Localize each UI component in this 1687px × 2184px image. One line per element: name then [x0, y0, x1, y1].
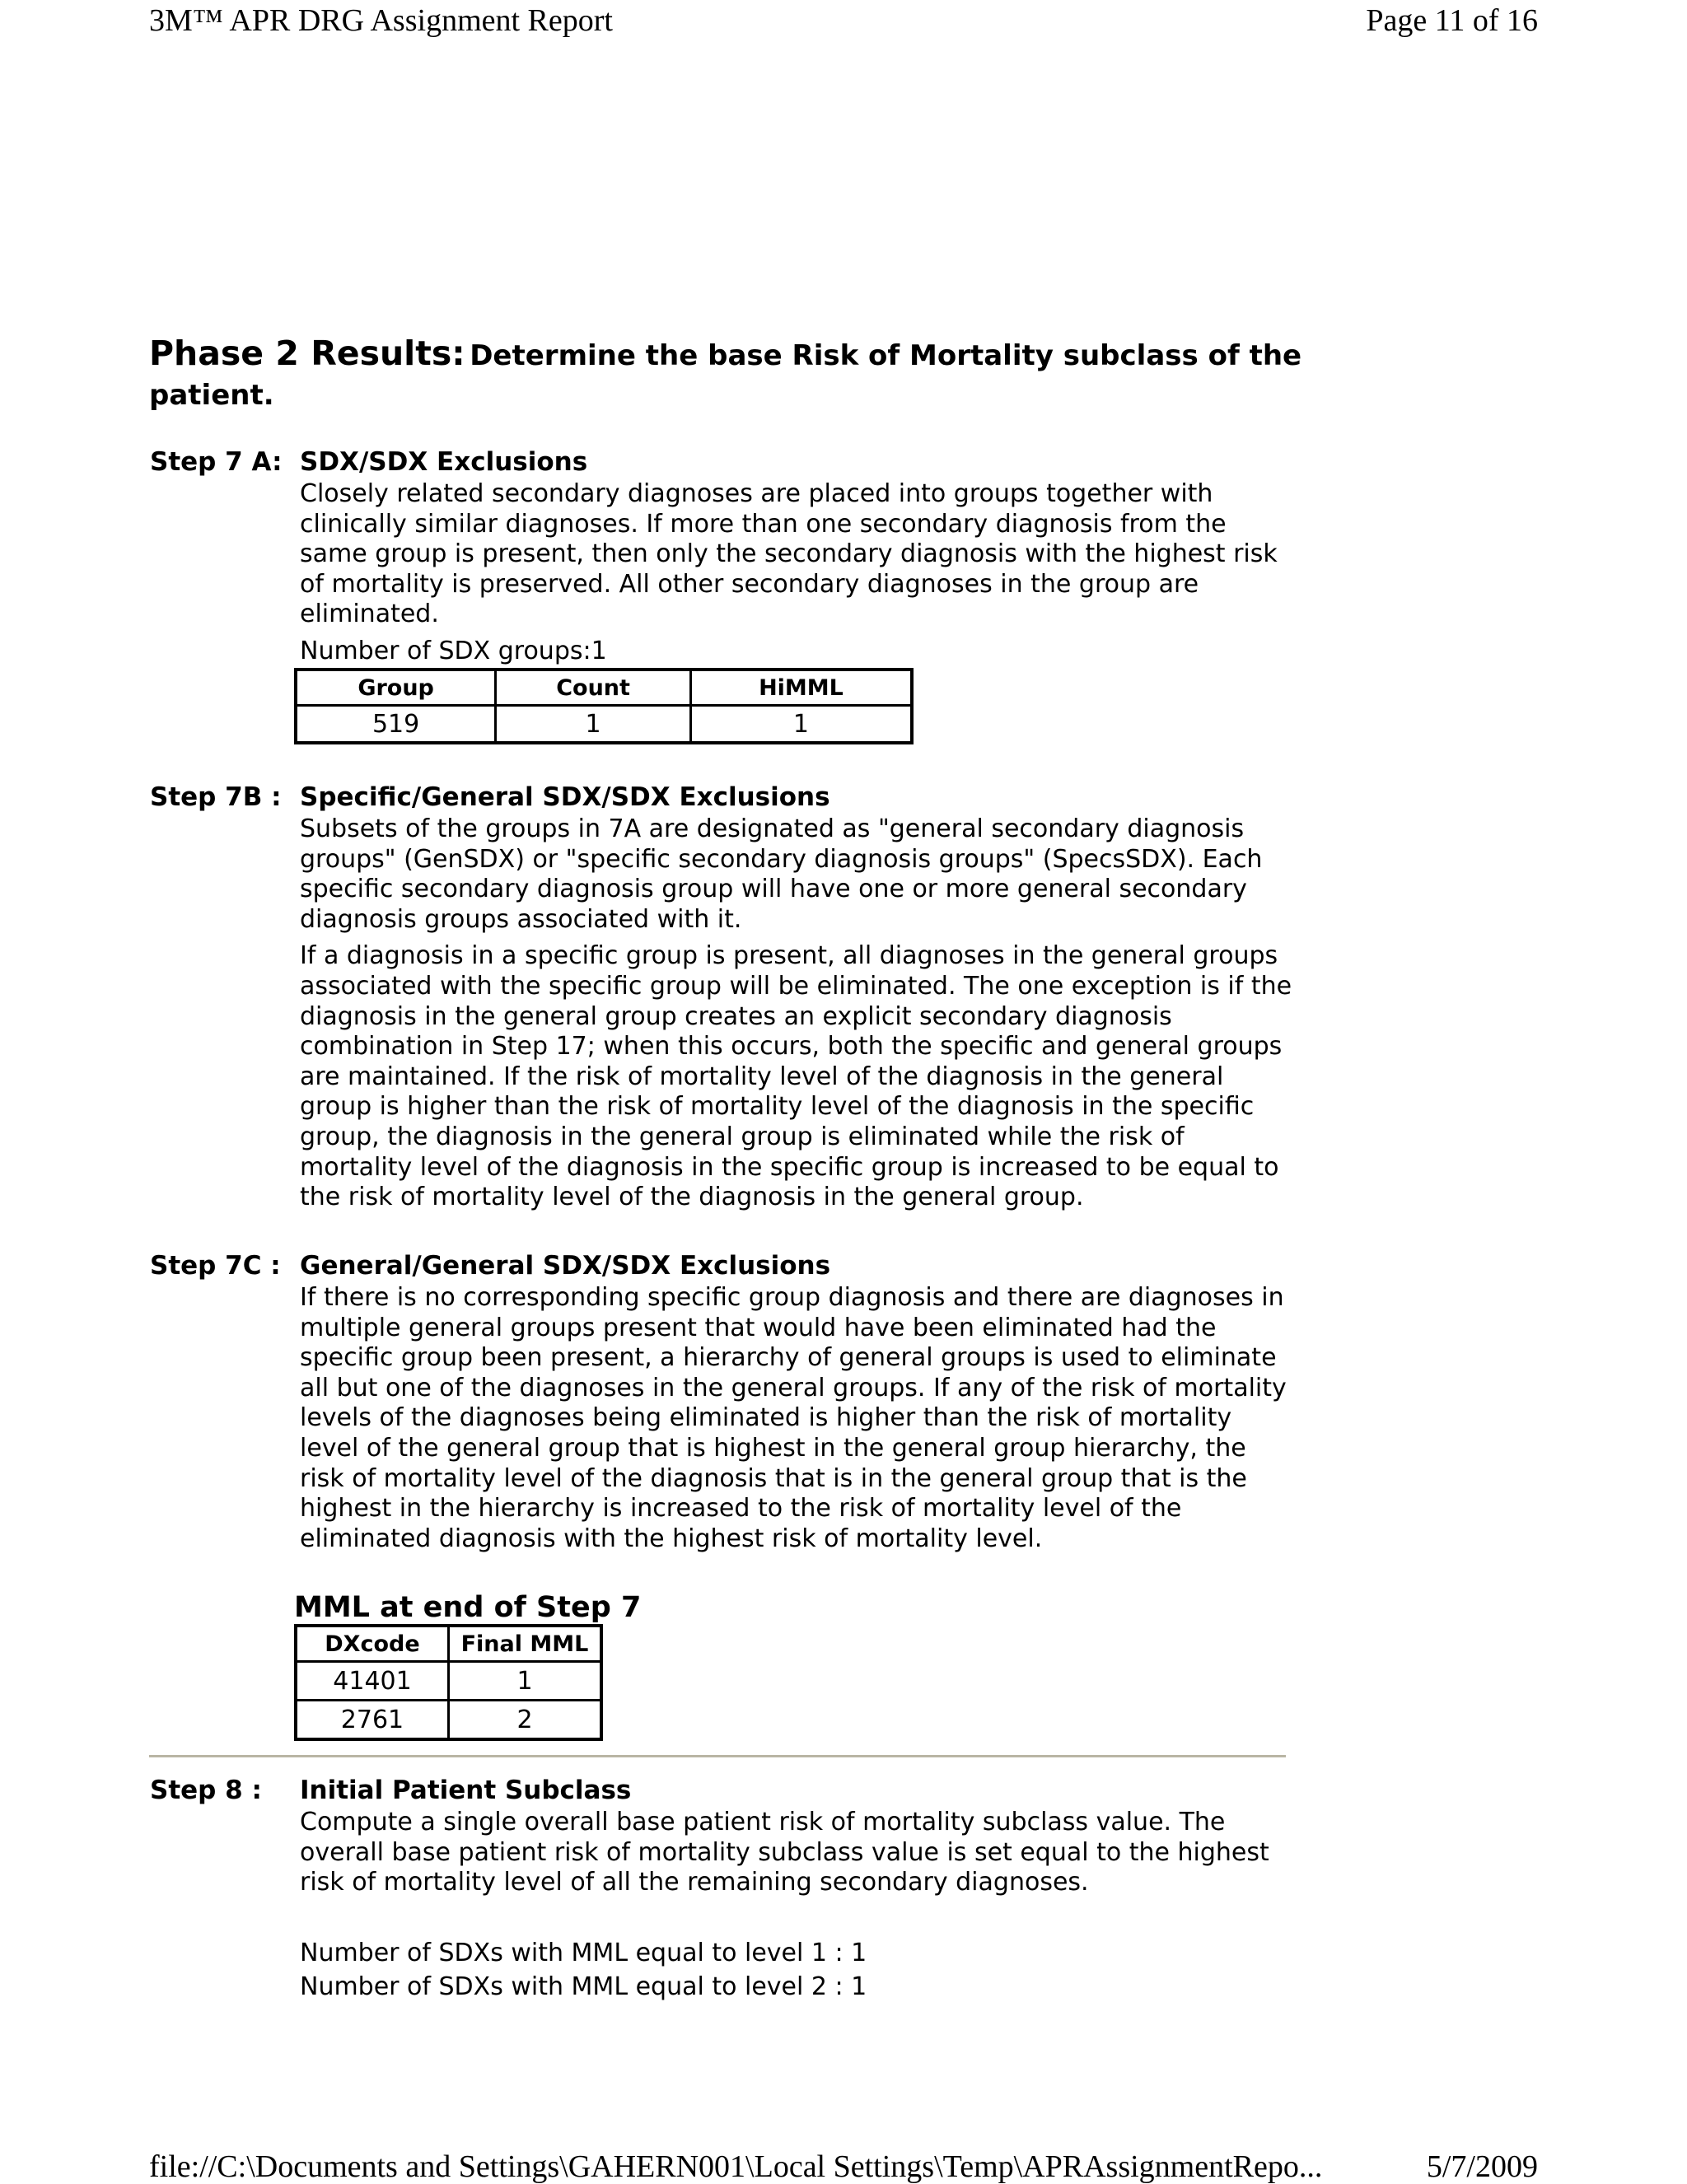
- cell-final-mml: 2: [448, 1701, 601, 1740]
- cell-dxcode: 2761: [296, 1701, 448, 1740]
- step-7c-block: [300, 1250, 1292, 1561]
- step-8-label: Step 8 :: [150, 1776, 262, 1805]
- step-7c-heading: General/General SDX/SDX Exclusions: [300, 1251, 831, 1281]
- step-7a-label: Step 7 A:: [150, 447, 283, 477]
- step-7c-description: If there is no corresponding specific group diagnosis and there are diagnoses in multiple general groups present that would have been eliminated had the specific group been present, a hierarchy of general groups is used to eliminate all but one of the diagnoses in the general groups. If any of the risk of mortality levels of the diagnoses being eliminated is higher than the risk of mortality level of the general group that is highest in the general group hierarchy, the risk of mortality level of the diagnosis that is in the general group that is the highest in the hierarchy is increased to the risk of mortality level of the eliminated diagnosis with the highest risk of mortality level.: [300, 1283, 1287, 1553]
- step-7b-label: Step 7B :: [150, 782, 282, 812]
- column-header-group: Group: [296, 670, 496, 706]
- cell-final-mml: 1: [448, 1662, 601, 1701]
- table-header-row: [296, 1626, 601, 1662]
- mml-table: [294, 1624, 603, 1741]
- step-7c-label: Step 7C :: [150, 1251, 281, 1281]
- mml-table-title: MML at end of Step 7: [294, 1591, 642, 1624]
- cell-dxcode: 41401: [296, 1662, 448, 1701]
- step-7b-description-2: If a diagnosis in a specific group is present, all diagnoses in the general groups associated with the specific group will be eliminated. The one exception is if the diagnosis in the general group creates an explicit secondary diagnosis combination in Step 17; when this occurs, both the specific and general groups are maintained. If the risk of mortality level of the diagnosis in the general group is higher than the risk of mortality level of the diagnosis in the specific group, the diagnosis in the general group is eliminated while the risk of mortality level of the diagnosis in the specific group is increased to be equal to the risk of mortality level of the diagnosis in the general group.: [300, 941, 1292, 1212]
- table-row: [296, 1662, 601, 1701]
- sdx-level-1-count: Number of SDXs with MML equal to level 1 : 1: [300, 1939, 867, 1967]
- phase-title-rest: Determine the base Risk of Mortality subclass of the patient.: [149, 339, 1302, 412]
- column-header-himml: HiMML: [690, 670, 912, 706]
- step-8-heading: Initial Patient Subclass: [300, 1776, 632, 1805]
- report-title: 3M™ APR DRG Assignment Report: [149, 3, 613, 38]
- sdx-groups-table: [294, 668, 914, 744]
- sdx-groups-count: Number of SDX groups:1: [300, 637, 607, 665]
- step-7b-block: [300, 782, 1292, 1220]
- page-number: Page 11 of 16: [1366, 3, 1538, 38]
- phase-title: [149, 336, 1302, 418]
- table-row: [296, 1701, 601, 1740]
- cell-group: 519: [296, 706, 496, 744]
- phase-title-bold: Phase 2 Results:: [149, 334, 465, 373]
- section-divider: [149, 1755, 1286, 1757]
- step-7a-heading: SDX/SDX Exclusions: [300, 447, 588, 477]
- column-header-count: Count: [496, 670, 691, 706]
- print-date: 5/7/2009: [1426, 2149, 1538, 2184]
- step-7a-block: [300, 446, 1292, 637]
- step-8-description: Compute a single overall base patient risk of mortality subclass value. The overall base patient risk of mortality subclass value is set equal to the highest risk of mortality level of all the remaining secondary diagnoses.: [300, 1808, 1269, 1897]
- table-row: [296, 706, 912, 744]
- column-header-dxcode: DXcode: [296, 1626, 448, 1662]
- cell-count: 1: [496, 706, 691, 744]
- column-header-final-mml: Final MML: [448, 1626, 601, 1662]
- step-7b-description-1: Subsets of the groups in 7A are designated as "general secondary diagnosis groups" (GenSDX) or "specific secondary diagnosis groups" (SpecsSDX). Each specific secondary diagnosis group will have one or more general secondary diagnosis groups associated with it.: [300, 814, 1263, 934]
- file-path-link[interactable]: file://C:\Documents and Settings\GAHERN001\Local Settings\Temp\APRAssignmentRepo...: [149, 2149, 1323, 2184]
- cell-himml: 1: [690, 706, 912, 744]
- step-7a-description: Closely related secondary diagnoses are placed into groups together with clinically similar diagnoses. If more than one secondary diagnosis from the same group is present, then only the secondary diagnosis with the highest risk of mortality is preserved. All other secondary diagnoses in the group are eliminated.: [300, 479, 1278, 629]
- step-8-block: [300, 1775, 1292, 1905]
- table-header-row: [296, 670, 912, 706]
- step-7b-heading: Specific/General SDX/SDX Exclusions: [300, 782, 830, 812]
- sdx-level-2-count: Number of SDXs with MML equal to level 2 : 1: [300, 1972, 867, 2001]
